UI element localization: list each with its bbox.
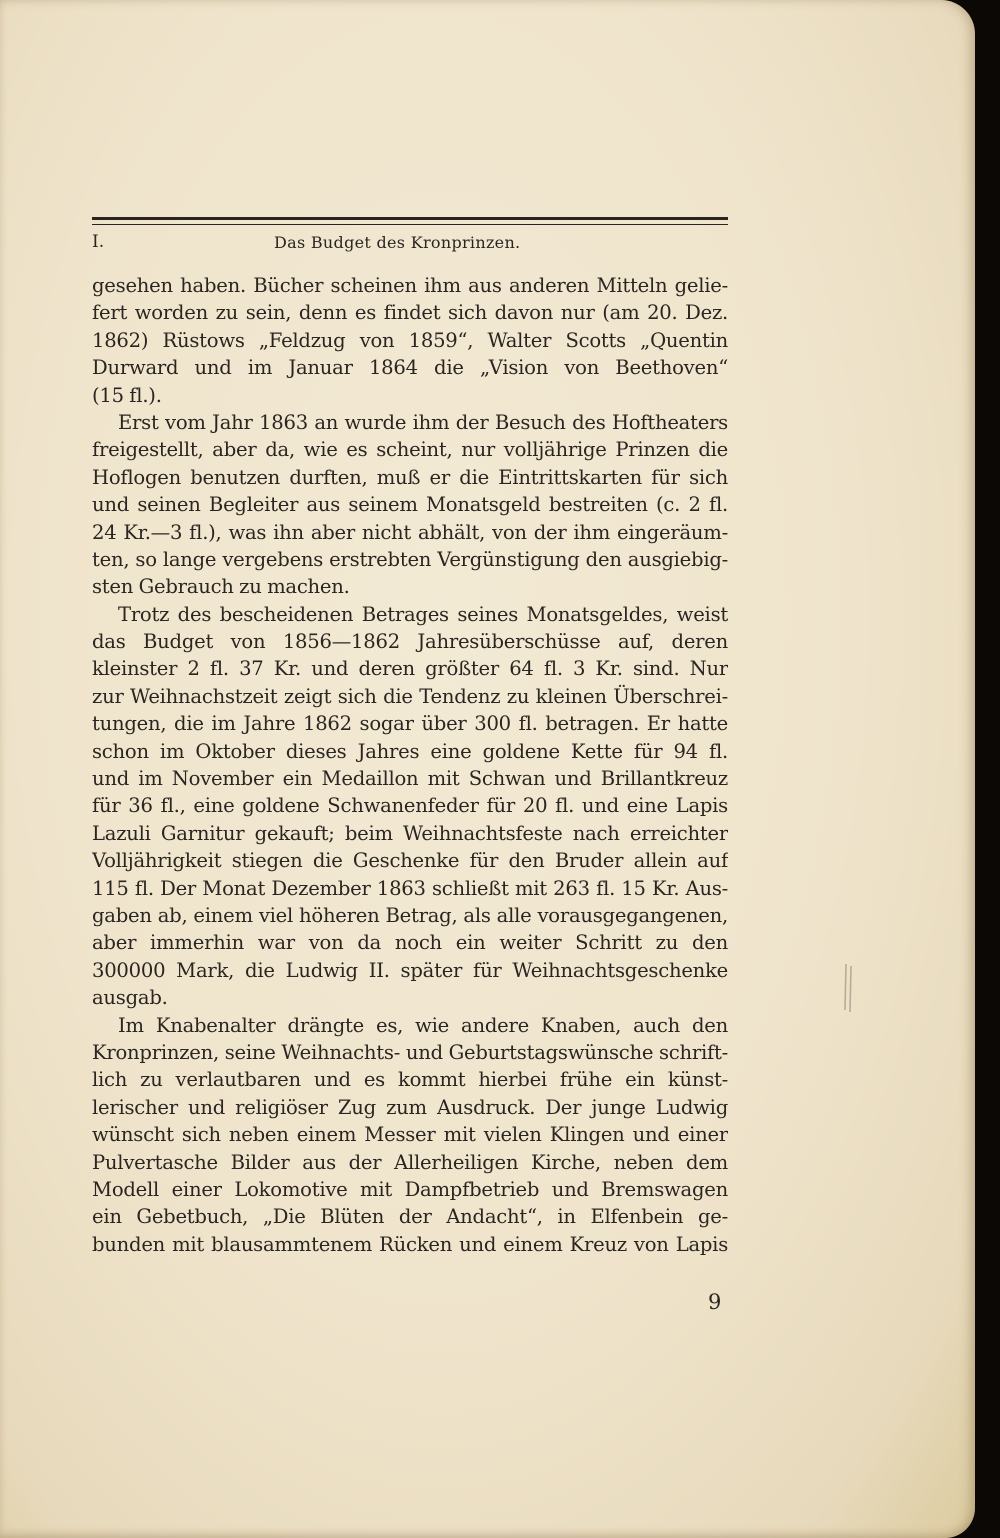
text-line: 24 Kr.—3 fl.), was ihn aber nicht abhält, von der ihm eingeräum-: [92, 520, 728, 544]
text-line: und seinen Begleiter aus seinem Monatsgeld bestreiten (c. 2 fl.: [92, 493, 728, 517]
chapter-number: I.: [92, 232, 105, 252]
pencil-mark: [842, 962, 856, 1014]
text-line: Volljährigkeit stiegen die Geschenke für den Bruder allein auf: [92, 849, 728, 873]
text-line: ein Gebetbuch, „Die Blüten der Andacht“, in Elfenbein ge-: [92, 1205, 728, 1229]
text-line: gesehen haben. Bücher scheinen ihm aus anderen Mitteln gelie-: [92, 274, 728, 297]
text-line: fert worden zu sein, denn es findet sich davon nur (am 20. Dez.: [92, 301, 728, 325]
header-rule: [92, 224, 728, 225]
text-line: 1862) Rüstows „Feldzug von 1859“, Walter Scotts „Quentin: [92, 328, 728, 352]
text-line: bunden mit blausammtenem Rücken und einem Kreuz von Lapis: [92, 1232, 728, 1256]
text-line: (15 fl.).: [92, 383, 162, 407]
text-line: wünscht sich neben einem Messer mit vielen Klingen und einer: [92, 1123, 728, 1147]
text-line: 115 fl. Der Monat Dezember 1863 schließt mit 263 fl. 15 Kr. Aus-: [92, 876, 728, 900]
text-line: für 36 fl., eine goldene Schwanenfeder für 20 fl. und eine Lapis: [92, 794, 728, 818]
text-line: zur Weihnachstzeit zeigt sich die Tendenz zu kleinen Überschrei-: [92, 684, 728, 708]
running-title: Das Budget des Kronprinzen.: [274, 233, 521, 252]
text-line: Pulvertasche Bilder aus der Allerheiligen Kirche, neben dem: [92, 1150, 728, 1174]
text-line: 300000 Mark, die Ludwig II. später für Weihnachtsgeschenke: [92, 958, 728, 982]
body-text: [92, 272, 728, 1258]
text-line: Im Knabenalter drängte es, wie andere Knaben, auch den: [118, 1013, 728, 1037]
text-line: das Budget von 1856—1862 Jahresüberschüsse auf, deren: [92, 630, 728, 654]
text-line: sten Gebrauch zu machen.: [92, 575, 350, 599]
text-line: lich zu verlautbaren und es kommt hierbei frühe ein künst-: [92, 1068, 728, 1092]
text-line: Durward und im Januar 1864 die „Vision von Beethoven“: [92, 356, 728, 380]
text-line: Erst vom Jahr 1863 an wurde ihm der Besuch des Hoftheaters: [118, 410, 728, 434]
running-header: [92, 217, 728, 264]
text-line: kleinster 2 fl. 37 Kr. und deren größter 64 fl. 3 Kr. sind. Nur: [92, 657, 728, 681]
text-line: Hoflogen benutzen durften, muß er die Eintrittskarten für sich: [92, 465, 728, 489]
text-line: freigestellt, aber da, wie es scheint, nur volljährige Prinzen die: [92, 438, 728, 462]
text-line: Kronprinzen, seine Weihnachts- und Geburtstagswünsche schrift-: [92, 1040, 728, 1064]
text-line: Modell einer Lokomotive mit Dampfbetrieb und Bremswagen: [92, 1177, 728, 1201]
text-line: lerischer und religiöser Zug zum Ausdruck. Der junge Ludwig: [92, 1095, 728, 1119]
text-line: gaben ab, einem viel höheren Betrag, als alle vorausgegangenen,: [92, 903, 728, 927]
text-line: ausgab.: [92, 986, 168, 1010]
text-line: Trotz des bescheidenen Betrages seines Monatsgeldes, weist: [118, 602, 728, 626]
text-line: aber immerhin war von da noch ein weiter Schritt zu den: [92, 931, 728, 955]
text-line: ten, so lange vergebens erstrebten Vergünstigung den ausgiebig-: [92, 547, 728, 571]
page-number: 9: [708, 1290, 722, 1314]
text-line: tungen, die im Jahre 1862 sogar über 300 fl. betragen. Er hatte: [92, 712, 728, 736]
text-line: schon im Oktober dieses Jahres eine goldene Kette für 94 fl.: [92, 739, 728, 763]
text-line: und im November ein Medaillon mit Schwan und Brillantkreuz: [92, 767, 728, 791]
text-line: Lazuli Garnitur gekauft; beim Weihnachtsfeste nach erreichter: [92, 821, 728, 845]
